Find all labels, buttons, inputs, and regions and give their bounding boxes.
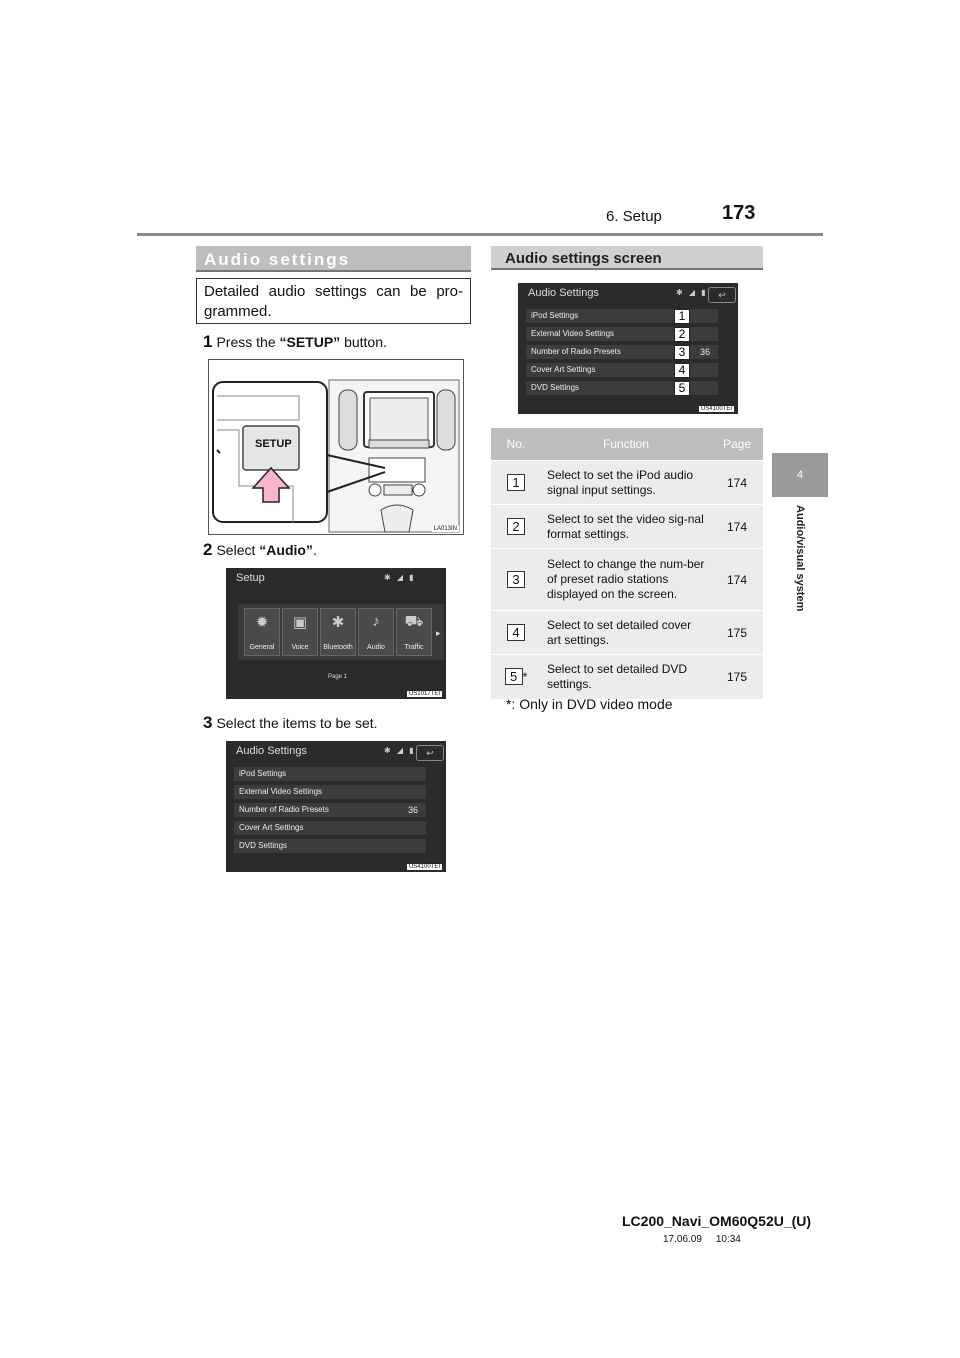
status-icons: ✱ ◢ ▮ [384, 746, 416, 755]
intro-box: Detailed audio settings can be pro-grammed. [196, 278, 471, 324]
row-number-cell [491, 611, 541, 655]
row-number-of-radio-presets[interactable] [234, 803, 426, 817]
footer-date: 17.06.09 10:34 [663, 1234, 741, 1245]
step-number: 3 [203, 713, 213, 732]
heading-underline [196, 270, 471, 272]
row-page: 174 [711, 505, 763, 549]
step-3 [203, 713, 378, 733]
callout-number: 3 [674, 345, 690, 360]
tile-bluetooth[interactable] [320, 608, 356, 656]
row-function: Select to change the num-ber of preset radio stations displayed on the screen. [541, 549, 711, 611]
row-page: 175 [711, 655, 763, 699]
step-text: Select [216, 542, 260, 558]
table-row [491, 549, 763, 611]
step-keyword: “SETUP” [279, 334, 341, 350]
step-text-end: . [312, 542, 317, 558]
column-header-page: Page [711, 428, 763, 461]
row-number-cell [491, 655, 541, 699]
tile-label: Audio [367, 644, 385, 651]
page-number: 173 [722, 202, 756, 224]
row-label: Number of Radio Presets [239, 805, 329, 814]
audio-settings-heading: Audio settings [196, 246, 471, 272]
tile-general[interactable] [244, 608, 280, 656]
row-number: 5 [505, 668, 523, 685]
row-number: 4 [507, 624, 525, 641]
row-function: Select to set detailed cover art settings. [541, 611, 711, 655]
column-header-no: No. [491, 428, 541, 461]
tile-label: Voice [291, 644, 309, 651]
chapter-tab: 4 [772, 453, 828, 497]
back-icon[interactable]: ↩ [416, 745, 444, 761]
row-external-video-settings[interactable]: External Video Settings [234, 785, 426, 799]
screen-title: Audio Settings [528, 287, 599, 299]
row-number-cell [491, 549, 541, 611]
tile-label: Bluetooth [323, 644, 353, 651]
row-external-video-settings[interactable]: External Video Settings [526, 327, 718, 341]
row-label: Number of Radio Presets [531, 347, 621, 356]
function-table [491, 428, 763, 699]
row-cover-art-settings[interactable]: Cover Art Settings [526, 363, 718, 377]
step-1 [203, 332, 387, 352]
footnote: *: Only in DVD video mode [506, 696, 673, 712]
tile-voice[interactable] [282, 608, 318, 656]
preset-value: 36 [699, 347, 710, 357]
page-indicator: Page 1 [328, 674, 348, 680]
screen-title: Audio Settings [236, 745, 307, 757]
row-dvd-settings[interactable]: DVD Settings [234, 839, 426, 853]
row-number: 2 [507, 518, 525, 535]
row-page: 175 [711, 611, 763, 655]
figure-code: US4100TEI [700, 406, 732, 412]
setup-screen-figure [226, 568, 446, 699]
footer-model-code: LC200_Navi_OM60Q52U_(U) [622, 1213, 812, 1229]
voice-icon: ▣ [292, 614, 308, 631]
music-note-icon: ♪ [372, 613, 380, 630]
row-ipod-settings[interactable]: iPod Settings [234, 767, 426, 781]
column-header-function: Function [541, 428, 711, 461]
row-function: Select to set the iPod audio signal input settings. [541, 461, 711, 505]
step-keyword: “Audio” [259, 542, 313, 558]
row-number: 1 [507, 474, 525, 491]
audio-settings-screen-figure [226, 741, 446, 872]
callout-number: 1 [674, 309, 690, 324]
heading-underline [491, 268, 763, 270]
callout-number: 5 [674, 381, 690, 396]
callout-number: 4 [674, 363, 690, 378]
row-dvd-settings[interactable]: DVD Settings [526, 381, 718, 395]
chevron-right-icon[interactable]: ▸ [436, 628, 441, 638]
chapter-label: Audio/visual system [794, 505, 806, 612]
row-function: Select to set detailed DVD settings. [541, 655, 711, 699]
status-icons: ✱ ◢ ▮ [676, 288, 708, 297]
table-header-row [491, 428, 763, 461]
step-text: Press the [216, 334, 280, 350]
screen-title: Setup [236, 572, 265, 584]
traffic-icon: ⛟ [404, 613, 424, 630]
row-page: 174 [711, 549, 763, 611]
back-icon[interactable]: ↩ [708, 287, 736, 303]
tile-audio[interactable] [358, 608, 394, 656]
audio-settings-screen-numbered-figure [518, 283, 738, 414]
step-text: Select the items to be set. [216, 715, 378, 731]
bluetooth-icon: ✱ [331, 614, 345, 631]
status-icons: ✱ ◢ ▮ [384, 573, 416, 582]
tile-label: General [249, 644, 275, 651]
tile-label: Traffic [404, 644, 424, 651]
table-row [491, 655, 763, 699]
row-number-cell [491, 505, 541, 549]
row-page: 174 [711, 461, 763, 505]
table-row [491, 611, 763, 655]
figure-code: LA013IN [433, 526, 457, 532]
figure-code: US4100TEI [408, 864, 440, 870]
table-row [491, 461, 763, 505]
dashboard-drawing [209, 360, 463, 534]
step-2 [203, 540, 317, 560]
step-text-end: button. [340, 334, 387, 350]
row-function: Select to set the video sig-nal format settings. [541, 505, 711, 549]
callout-number: 2 [674, 327, 690, 342]
dashboard-illustration [208, 359, 464, 535]
gear-icon: ✹ [255, 614, 269, 631]
row-ipod-settings[interactable]: iPod Settings [526, 309, 718, 323]
section-title: 6. Setup [606, 208, 662, 225]
tile-traffic[interactable] [396, 608, 432, 656]
setup-button-label: SETUP [255, 438, 292, 450]
step-number: 2 [203, 540, 213, 559]
figure-code: US1017TEI [408, 691, 440, 697]
preset-value: 36 [407, 805, 418, 815]
row-number: 3 [507, 571, 525, 588]
header-rule [137, 233, 823, 236]
step-number: 1 [203, 332, 213, 351]
table-row [491, 505, 763, 549]
row-number-cell [491, 461, 541, 505]
row-cover-art-settings[interactable]: Cover Art Settings [234, 821, 426, 835]
audio-settings-screen-heading: Audio settings screen [491, 246, 763, 270]
row-footnote-mark: * [522, 670, 528, 685]
